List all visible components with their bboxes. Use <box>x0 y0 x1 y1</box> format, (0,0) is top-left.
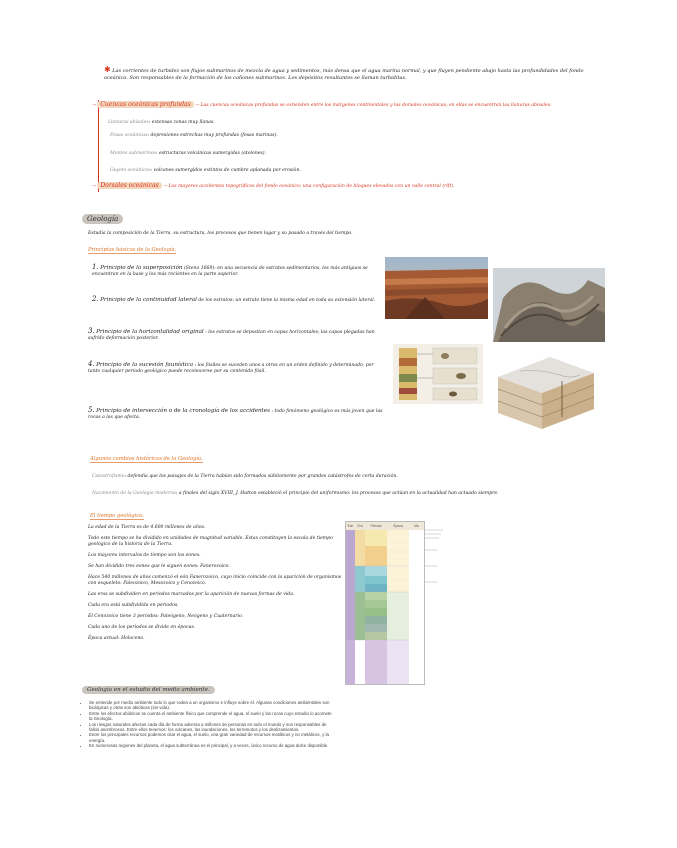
section-heading-ambiente: Geología en el estudio del medio ambiente. <box>82 687 215 693</box>
intro-row-3: Fosas oceánicas: depresiones estrechas muy profundas (fosas marinas). <box>110 133 278 138</box>
list-item: • Los riesgos naturales afectan cada día de forma adversa a millones de personas en todo el mundo y son responsables de fallos asombrosos. Entre ellos tenemos: los volcanes, las inundaciones, los terremotos y los deslizamientos. <box>89 722 335 733</box>
grand-canyon-image <box>385 257 488 319</box>
star-icon: ✱ <box>104 65 111 74</box>
principles-heading: Principios básicos de la Geología. <box>88 247 177 253</box>
table-header-cell: Ma <box>414 524 419 528</box>
intro-row-6: → Dorsales oceánicas → Los mayores accidentes topográficos del fondo oceánico: una configuración de bloques elevados con un valle central (rift). <box>92 182 455 189</box>
folded-rocks-image <box>493 268 605 342</box>
bracket-line <box>98 100 99 192</box>
historia-heading: Algunos cambios históricos de la Geología. <box>90 456 203 462</box>
tiempo-item: Cada uno de los periodos se divide en épocas. <box>88 625 196 630</box>
principle-5: 5. Principio de intersección o de la cronología de los accidentes : todo fenómeno geológico es más joven que las rocas a las que afecta. <box>88 406 383 420</box>
fossil-strata-image <box>393 344 483 404</box>
table-header-cell: Eón <box>347 524 354 528</box>
arrow-icon: → <box>92 184 96 189</box>
tiempo-heading: El tiempo geológico. <box>90 513 144 519</box>
ambiente-bullets <box>80 700 335 749</box>
star-note: ✱ Las corrientes de turbidez son flujos submarinos de mezcla de agua y sedimentos, más densa que el agua marina normal, y que fluyen pendiente abajo hasta las profundidades del fondo oceánico. Son responsables de la formación de los cañones submarinos. Los depósitos resultantes se llaman turbiditas. <box>104 65 584 81</box>
tiempo-item: Todo este tiempo se ha dividido en unidades de magnitud variable. Estas constituyen la escala de tiempo geológico de la historia de la Tierra. <box>88 536 333 547</box>
arrow-icon: → <box>163 184 167 189</box>
table-header-cell: Época <box>393 524 403 528</box>
tiempo-item: Cada era está subdividida en periodos. <box>88 603 179 608</box>
tiempo-list <box>88 525 343 647</box>
intro-row-4: Montes submarinos: estructuras volcánicas sumergidas (atolones). <box>110 151 267 156</box>
tiempo-item: Se han dividido tres eones que le siguen eones: Fanerozoico. <box>88 564 230 569</box>
table-header-cell: Periodo <box>370 524 382 528</box>
section-heading-geologia: Geología <box>82 215 123 223</box>
list-item: • Entre los efectos abióticos se cuenta el ambiente físico que comprende el agua, el suelo y las rocas cuyo estudio lo acomete la Geología. <box>89 711 335 722</box>
intro-row-2: Llanuras abisales: extensas zonas muy llanas. <box>108 120 215 125</box>
tiempo-item: Hace 540 millones de años comenzó el eón Fanerozoico, cuyo inicio coincide con la aparición de organismos con esqueleto: Paleozoico, Mesozoico y Cenozoico. <box>88 575 342 586</box>
geologia-definition: Estudia la composición de la Tierra, su estructura, los procesos que tienen lugar y su pasado a través del tiempo. <box>88 231 353 236</box>
list-item: • En numerosas regiones del planeta, el agua subterránea es el principal, y a veces, único recurso de agua dulce disponible. <box>89 743 335 748</box>
intro-row-1: → Cuencas oceánicas profundas → Las cuencas oceánicas profundas se extienden entre los márgenes continentales y las dorsales oceánicas; en ellas se encuentran las llanuras abisales. <box>92 101 552 108</box>
principle-1: 1. Principio de la superposición (Steno 1669): en una secuencia de estratos sedimentarios, los más antiguos se encuentran en la base y los más recientes en la parte superior. <box>92 263 368 277</box>
tiempo-item: Época actual: Holoceno. <box>88 636 145 641</box>
block-diagram-image <box>490 351 600 435</box>
time-scale-table <box>345 521 425 685</box>
historia-item-1: Catastrofismo: defendía que los paisajes de la Tierra habían sido formados súbitamente por grandes catástrofes de corta duración. <box>92 474 398 479</box>
list-item: • Se entiende por medio ambiente todo lo que rodea a un organismo e influye sobre él. Algunas condiciones ambientales son biológicas y otras son abióticas (sin vida). <box>89 700 335 711</box>
intro-row-5: Guyots oceánicos: volcanes sumergidos extintos de cumbre aplanada por erosión. <box>110 168 301 173</box>
principle-2: 2. Principio de la continuidad lateral de los estratos: un estrato tiene la misma edad en toda su extensión lateral. <box>92 295 376 303</box>
tiempo-item: Las eras se subdividen en periodos marcados por la aparición de nuevas formas de vida. <box>88 592 295 597</box>
table-header-cell: Era <box>357 524 363 528</box>
tiempo-item: El Cenozoico tiene 3 periodos: Paleógeno, Neógeno y Cuaternario. <box>88 614 244 619</box>
arrow-icon: → <box>195 103 200 108</box>
tiempo-item: La edad de la Tierra es de 4.600 millones de años. <box>88 525 206 530</box>
list-item: • Entre los principales recursos podemos citar el agua, el suelo, una gran variedad de recursos metálicos y no metálicos, y la energía. <box>89 732 335 743</box>
principle-3: 3. Principio de la horizontalidad original : los estratos se depositan en capas horizontales; las capas plegadas han sufrido deformación posterior. <box>88 327 375 341</box>
tiempo-item: Los mayores intervalos de tiempo son los eones. <box>88 553 201 558</box>
principle-4: 4. Principio de la sucesión faunística : los fósiles se suceden unos a otros en un orden definido y determinado, por tanto cualquier periodo geológico puede reconocerse por su contenido fósil. <box>88 360 374 374</box>
historia-item-2: Nacimiento de la Geología moderna: a finales del siglo XVIII, J. Hutton estableció el principio del uniformismo: los procesos que actúan en la actualidad han actuado siempre. <box>92 491 499 496</box>
time-scale-side-note <box>425 526 445 586</box>
arrow-icon: → <box>92 103 96 108</box>
